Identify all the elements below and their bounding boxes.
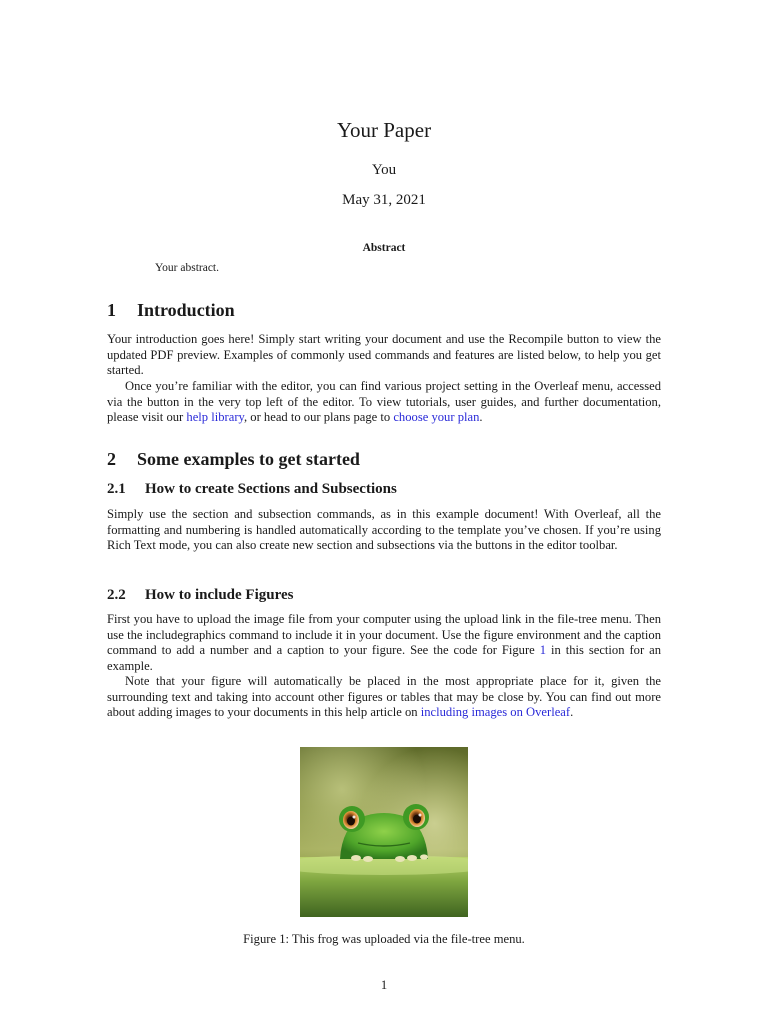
- paragraph-text: First you have to upload the image file from your computer using the upload link in the file-tree menu. Then use the includegraphics command to include it in your document. Use the figure environment and the caption command to add a number and a caption to your figure. See the code for Figure: [107, 612, 661, 658]
- paragraph-text: .: [570, 705, 574, 720]
- subsection-number: 2.1: [107, 481, 126, 497]
- paper-author: You: [371, 162, 397, 178]
- sections-paragraph: Simply use the section and subsection commands, as in this example document! With Overleaf, all the formatting and numbering is handled automatically according to the template you’ve chosen. If you’re using Rich Text mode, you can also create new section and subsections via the buttons in the editor toolbar.: [107, 507, 661, 553]
- frog-figure-image: [300, 747, 468, 917]
- figures-paragraph-2: [107, 674, 661, 721]
- subsection-number: 2.2: [107, 587, 126, 603]
- section-heading-introduction: [107, 300, 235, 321]
- page-number: 1: [380, 978, 388, 992]
- section-number: 1: [107, 300, 116, 320]
- help-library-link[interactable]: help library: [186, 410, 244, 425]
- figures-paragraph-1: [107, 612, 661, 674]
- subsection-title: How to create Sections and Subsections: [145, 481, 397, 497]
- introduction-paragraph-1: Your introduction goes here! Simply start writing your document and use the Recompile button to view the updated PDF preview. Examples of commonly used commands and features are listed below, to help you get started.: [107, 332, 661, 378]
- introduction-paragraph-2: [107, 379, 661, 426]
- paper-title: Your Paper: [336, 118, 432, 142]
- section-title: Introduction: [137, 300, 235, 320]
- figure-reference-link[interactable]: 1: [539, 643, 547, 658]
- subsection-heading-figures: [107, 587, 293, 604]
- including-images-link[interactable]: including images on Overleaf: [420, 705, 571, 720]
- paper-date: May 31, 2021: [342, 192, 426, 208]
- paragraph-text: in this section for an example.: [107, 643, 661, 673]
- frog-illustration: [300, 747, 468, 917]
- section-heading-examples: [107, 449, 360, 470]
- choose-plan-link[interactable]: choose your plan: [393, 410, 480, 425]
- paragraph-text: , or head to our plans page to: [244, 410, 394, 425]
- abstract-text: Your abstract.: [155, 262, 219, 274]
- subsection-title: How to include Figures: [145, 587, 294, 603]
- paragraph-text: Note that your figure will automatically be placed in the most appropriate place for it, given the surrounding text and taking into account other figures or tables that may be close by. You can find out more about adding images to your documents in this help article on: [107, 674, 661, 720]
- paragraph-text: .: [479, 410, 483, 425]
- abstract-heading: Abstract: [362, 242, 406, 254]
- subsection-heading-sections: [107, 481, 397, 498]
- section-title: Some examples to get started: [137, 449, 360, 469]
- section-number: 2: [107, 449, 116, 469]
- figure-caption: Figure 1: This frog was uploaded via the file-tree menu.: [243, 932, 525, 946]
- paragraph-text: Once you’re familiar with the editor, you can find various project setting in the Overleaf menu, accessed via the button in the very top left of the editor. To view tutorials, user guides, and further documentation, please visit our: [107, 379, 661, 425]
